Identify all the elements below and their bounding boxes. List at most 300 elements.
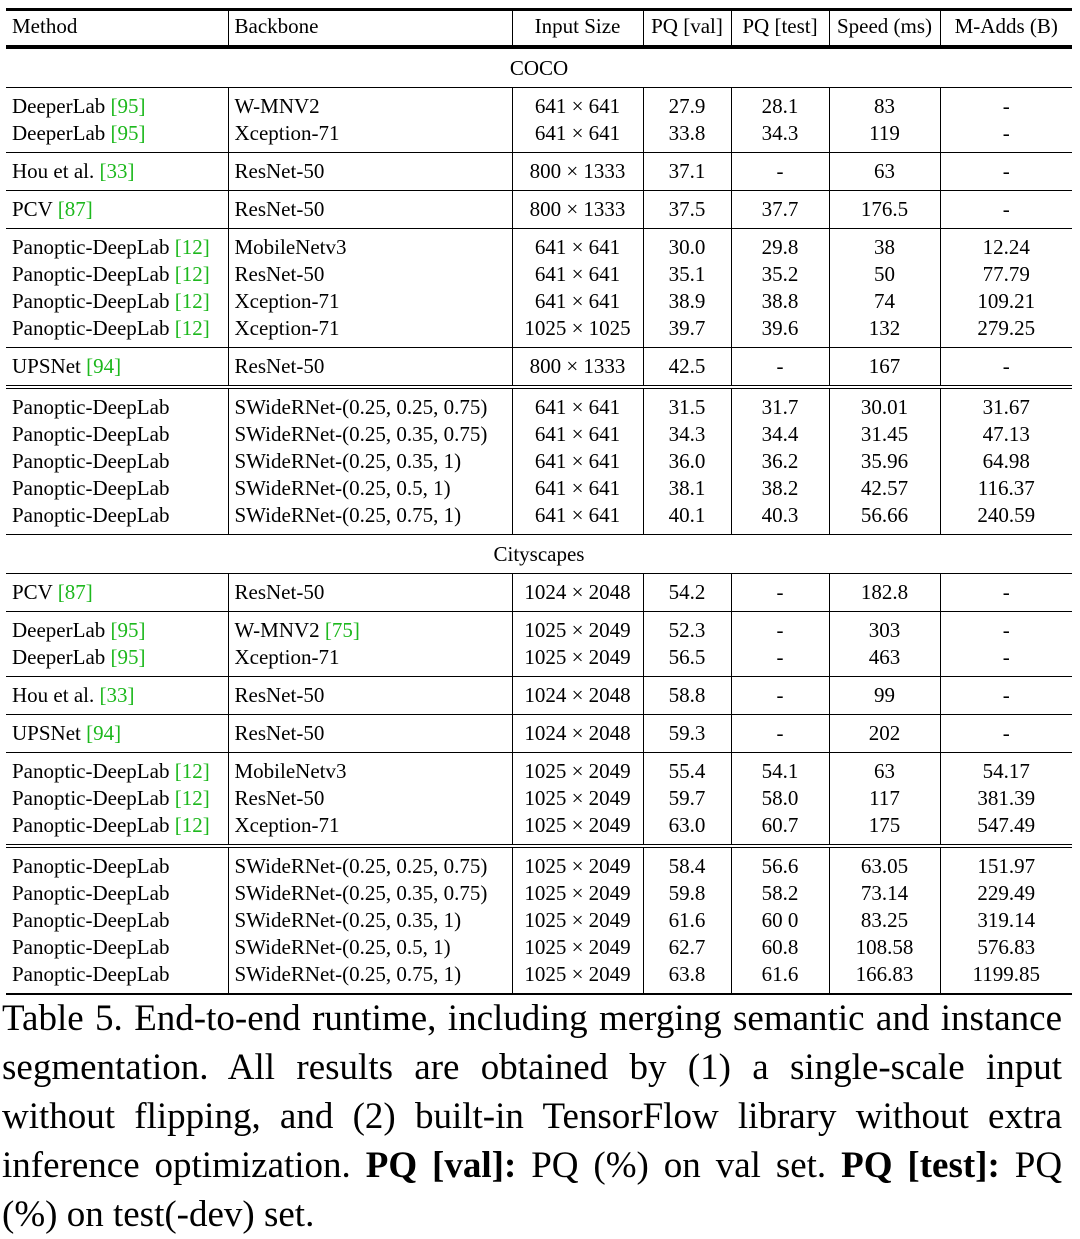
backbone-name: W-MNV2 — [234, 618, 320, 642]
header-pq-val: PQ [val] — [643, 8, 731, 47]
input-size-cell: 800 × 1333 — [512, 153, 643, 191]
madds-cell: - — [940, 677, 1072, 715]
pq-val-cell: 33.8 — [643, 120, 731, 153]
table-row — [6, 387, 1072, 421]
method-name: Panoptic-DeepLab — [12, 289, 170, 313]
citation-link[interactable]: [12] — [174, 262, 210, 286]
madds-cell: - — [940, 612, 1072, 645]
backbone-name: SWideRNet-(0.25, 0.35, 1) — [234, 449, 462, 473]
backbone-name: SWideRNet-(0.25, 0.25, 0.75) — [234, 395, 488, 419]
backbone-cell — [228, 348, 512, 388]
table-row — [6, 574, 1072, 612]
method-cell — [6, 907, 228, 934]
pq-val-cell: 39.7 — [643, 315, 731, 348]
method-name: Panoptic-DeepLab — [12, 881, 170, 905]
citation-link[interactable]: [87] — [57, 580, 93, 604]
pq-test-cell: 36.2 — [731, 448, 829, 475]
method-cell — [6, 715, 228, 753]
citation-link[interactable]: [33] — [99, 159, 135, 183]
method-name: Panoptic-DeepLab — [12, 422, 170, 446]
caption-pq-val-desc: PQ (%) on val set. — [531, 1145, 827, 1186]
backbone-cell — [228, 315, 512, 348]
table-row — [6, 88, 1072, 121]
method-cell — [6, 387, 228, 421]
method-cell — [6, 644, 228, 677]
input-size-cell: 1025 × 2049 — [512, 785, 643, 812]
table-body — [6, 47, 1072, 994]
pq-test-cell: 39.6 — [731, 315, 829, 348]
method-name: Panoptic-DeepLab — [12, 316, 170, 340]
speed-cell: 63.05 — [829, 846, 940, 880]
pq-val-cell: 38.9 — [643, 288, 731, 315]
backbone-name: ResNet-50 — [234, 786, 325, 810]
citation-link[interactable]: [12] — [174, 786, 210, 810]
backbone-cell — [228, 153, 512, 191]
input-size-cell: 1025 × 2049 — [512, 880, 643, 907]
backbone-name: ResNet-50 — [234, 580, 325, 604]
pq-val-cell: 52.3 — [643, 612, 731, 645]
method-cell — [6, 785, 228, 812]
backbone-name: SWideRNet-(0.25, 0.5, 1) — [234, 935, 451, 959]
method-name: DeeperLab — [12, 121, 106, 145]
method-cell — [6, 421, 228, 448]
pq-val-cell: 37.1 — [643, 153, 731, 191]
table-row — [6, 191, 1072, 229]
input-size-cell: 1025 × 2049 — [512, 753, 643, 786]
pq-test-cell: - — [731, 348, 829, 388]
speed-cell: 63 — [829, 153, 940, 191]
table-row — [6, 880, 1072, 907]
table-row — [6, 288, 1072, 315]
backbone-cell — [228, 812, 512, 846]
speed-cell: 166.83 — [829, 961, 940, 994]
backbone-name: Xception-71 — [234, 289, 340, 313]
table-row — [6, 229, 1072, 262]
method-cell — [6, 961, 228, 994]
table-row — [6, 421, 1072, 448]
madds-cell: - — [940, 644, 1072, 677]
speed-cell: 38 — [829, 229, 940, 262]
backbone-cell — [228, 421, 512, 448]
speed-cell: 83 — [829, 88, 940, 121]
pq-val-cell: 35.1 — [643, 261, 731, 288]
table-row — [6, 348, 1072, 388]
pq-test-cell: - — [731, 677, 829, 715]
pq-test-cell: 56.6 — [731, 846, 829, 880]
input-size-cell: 641 × 641 — [512, 229, 643, 262]
method-cell — [6, 475, 228, 502]
speed-cell: 119 — [829, 120, 940, 153]
method-cell — [6, 88, 228, 121]
input-size-cell: 1025 × 2049 — [512, 846, 643, 880]
table-row — [6, 153, 1072, 191]
backbone-cell — [228, 448, 512, 475]
citation-link[interactable]: [12] — [174, 289, 210, 313]
method-name: Panoptic-DeepLab — [12, 854, 170, 878]
madds-cell: - — [940, 191, 1072, 229]
header-speed: Speed (ms) — [829, 8, 940, 47]
input-size-cell: 641 × 641 — [512, 502, 643, 535]
backbone-name: MobileNetv3 — [234, 759, 347, 783]
header-pq-test: PQ [test] — [731, 8, 829, 47]
pq-test-cell: 58.0 — [731, 785, 829, 812]
method-name: Panoptic-DeepLab — [12, 759, 170, 783]
section-row — [6, 535, 1072, 574]
method-cell — [6, 288, 228, 315]
backbone-name: ResNet-50 — [234, 721, 325, 745]
input-size-cell: 641 × 641 — [512, 448, 643, 475]
pq-val-cell: 38.1 — [643, 475, 731, 502]
table-row — [6, 812, 1072, 846]
backbone-cell — [228, 475, 512, 502]
pq-val-cell: 63.8 — [643, 961, 731, 994]
table-row — [6, 261, 1072, 288]
method-name: DeeperLab — [12, 94, 106, 118]
pq-val-cell: 34.3 — [643, 421, 731, 448]
method-name: Panoptic-DeepLab — [12, 503, 170, 527]
backbone-name: MobileNetv3 — [234, 235, 347, 259]
pq-val-cell: 36.0 — [643, 448, 731, 475]
method-cell — [6, 677, 228, 715]
madds-cell: 319.14 — [940, 907, 1072, 934]
pq-val-cell: 59.3 — [643, 715, 731, 753]
speed-cell: 99 — [829, 677, 940, 715]
pq-test-cell: - — [731, 612, 829, 645]
header-input-size: Input Size — [512, 8, 643, 47]
backbone-cell — [228, 229, 512, 262]
table-row — [6, 907, 1072, 934]
speed-cell: 176.5 — [829, 191, 940, 229]
method-cell — [6, 191, 228, 229]
input-size-cell: 641 × 641 — [512, 88, 643, 121]
pq-test-cell: 38.2 — [731, 475, 829, 502]
pq-test-cell: 34.3 — [731, 120, 829, 153]
input-size-cell: 1024 × 2048 — [512, 574, 643, 612]
speed-cell: 56.66 — [829, 502, 940, 535]
pq-val-cell: 58.8 — [643, 677, 731, 715]
backbone-cell — [228, 907, 512, 934]
input-size-cell: 641 × 641 — [512, 261, 643, 288]
pq-test-cell: 29.8 — [731, 229, 829, 262]
madds-cell: 381.39 — [940, 785, 1072, 812]
madds-cell: 116.37 — [940, 475, 1072, 502]
pq-test-cell: 58.2 — [731, 880, 829, 907]
input-size-cell: 1025 × 2049 — [512, 612, 643, 645]
method-name: UPSNet — [12, 354, 81, 378]
backbone-cell — [228, 387, 512, 421]
header-backbone: Backbone — [228, 8, 512, 47]
table-row — [6, 502, 1072, 535]
table-row — [6, 934, 1072, 961]
madds-cell: - — [940, 715, 1072, 753]
backbone-name: SWideRNet-(0.25, 0.35, 0.75) — [234, 422, 488, 446]
pq-test-cell: 38.8 — [731, 288, 829, 315]
backbone-cell — [228, 753, 512, 786]
pq-test-cell: 35.2 — [731, 261, 829, 288]
backbone-cell — [228, 288, 512, 315]
backbone-name: Xception-71 — [234, 316, 340, 340]
pq-test-cell: 60.8 — [731, 934, 829, 961]
madds-cell: 64.98 — [940, 448, 1072, 475]
backbone-name: ResNet-50 — [234, 159, 325, 183]
backbone-name: SWideRNet-(0.25, 0.35, 1) — [234, 908, 462, 932]
table-row — [6, 475, 1072, 502]
input-size-cell: 800 × 1333 — [512, 348, 643, 388]
input-size-cell: 641 × 641 — [512, 387, 643, 421]
pq-test-cell: 28.1 — [731, 88, 829, 121]
method-name: Panoptic-DeepLab — [12, 786, 170, 810]
speed-cell: 117 — [829, 785, 940, 812]
pq-test-cell: 34.4 — [731, 421, 829, 448]
header-row — [6, 8, 1072, 47]
citation-link[interactable]: [12] — [174, 316, 210, 340]
speed-cell: 202 — [829, 715, 940, 753]
backbone-cell — [228, 191, 512, 229]
pq-val-cell: 42.5 — [643, 348, 731, 388]
citation-link[interactable]: [95] — [110, 121, 146, 145]
pq-val-cell: 30.0 — [643, 229, 731, 262]
pq-test-cell: 31.7 — [731, 387, 829, 421]
caption-text: Table 5. End-to-end runtime, including merging semantic and instance segmentation. All results are obtained by (1) a single-scale input without flipping, and (2) built-in TensorFlow library without extra inference optimization. — [2, 998, 1062, 1186]
pq-val-cell: 61.6 — [643, 907, 731, 934]
backbone-name: Xception-71 — [234, 813, 340, 837]
madds-cell: 109.21 — [940, 288, 1072, 315]
caption-pq-test-label: PQ [test]: — [841, 1145, 1000, 1186]
backbone-name: SWideRNet-(0.25, 0.75, 1) — [234, 962, 462, 986]
method-cell — [6, 153, 228, 191]
backbone-cell — [228, 934, 512, 961]
pq-val-cell: 27.9 — [643, 88, 731, 121]
madds-cell: 1199.85 — [940, 961, 1072, 994]
method-name: Panoptic-DeepLab — [12, 962, 170, 986]
input-size-cell: 1024 × 2048 — [512, 715, 643, 753]
table-row — [6, 448, 1072, 475]
input-size-cell: 1024 × 2048 — [512, 677, 643, 715]
table-row — [6, 846, 1072, 880]
pq-val-cell: 63.0 — [643, 812, 731, 846]
speed-cell: 463 — [829, 644, 940, 677]
table-row — [6, 612, 1072, 645]
speed-cell: 42.57 — [829, 475, 940, 502]
section-title: Cityscapes — [6, 535, 1072, 574]
table-row — [6, 120, 1072, 153]
citation-link[interactable]: [12] — [174, 813, 210, 837]
speed-cell: 74 — [829, 288, 940, 315]
pq-val-cell: 56.5 — [643, 644, 731, 677]
method-cell — [6, 448, 228, 475]
method-cell — [6, 812, 228, 846]
table-row — [6, 961, 1072, 994]
method-name: DeeperLab — [12, 618, 106, 642]
method-cell — [6, 574, 228, 612]
pq-test-cell: - — [731, 644, 829, 677]
section-row — [6, 47, 1072, 88]
pq-val-cell: 58.4 — [643, 846, 731, 880]
speed-cell: 182.8 — [829, 574, 940, 612]
pq-test-cell: 60.7 — [731, 812, 829, 846]
pq-test-cell: - — [731, 715, 829, 753]
citation-link[interactable]: [12] — [174, 235, 210, 259]
speed-cell: 31.45 — [829, 421, 940, 448]
input-size-cell: 1025 × 2049 — [512, 961, 643, 994]
table-row — [6, 644, 1072, 677]
table-row — [6, 677, 1072, 715]
method-name: Panoptic-DeepLab — [12, 449, 170, 473]
pq-val-cell: 62.7 — [643, 934, 731, 961]
citation-link[interactable]: [75] — [324, 618, 360, 642]
section-title: COCO — [6, 47, 1072, 88]
input-size-cell: 1025 × 2049 — [512, 812, 643, 846]
method-cell — [6, 229, 228, 262]
backbone-cell — [228, 261, 512, 288]
backbone-name: Xception-71 — [234, 121, 340, 145]
citation-link[interactable]: [12] — [174, 759, 210, 783]
method-cell — [6, 502, 228, 535]
method-name: Panoptic-DeepLab — [12, 262, 170, 286]
backbone-cell — [228, 715, 512, 753]
caption-pq-test-desc: PQ (%) on test(-dev) set. — [2, 1145, 1063, 1235]
backbone-name: W-MNV2 — [234, 94, 320, 118]
input-size-cell: 641 × 641 — [512, 120, 643, 153]
table-row — [6, 715, 1072, 753]
results-table-container — [6, 8, 1072, 995]
madds-cell: - — [940, 153, 1072, 191]
speed-cell: 167 — [829, 348, 940, 388]
input-size-cell: 1025 × 1025 — [512, 315, 643, 348]
backbone-cell — [228, 644, 512, 677]
madds-cell: 240.59 — [940, 502, 1072, 535]
input-size-cell: 1025 × 2049 — [512, 934, 643, 961]
pq-test-cell: 37.7 — [731, 191, 829, 229]
pq-val-cell: 40.1 — [643, 502, 731, 535]
method-cell — [6, 348, 228, 388]
runtime-results-table — [6, 8, 1072, 995]
pq-val-cell: 55.4 — [643, 753, 731, 786]
method-cell — [6, 846, 228, 880]
backbone-cell — [228, 961, 512, 994]
header-madds: M-Adds (B) — [940, 8, 1072, 47]
method-name: Panoptic-DeepLab — [12, 395, 170, 419]
method-name: PCV — [12, 197, 53, 221]
method-cell — [6, 880, 228, 907]
speed-cell: 35.96 — [829, 448, 940, 475]
input-size-cell: 800 × 1333 — [512, 191, 643, 229]
backbone-name: SWideRNet-(0.25, 0.25, 0.75) — [234, 854, 488, 878]
madds-cell: 279.25 — [940, 315, 1072, 348]
speed-cell: 63 — [829, 753, 940, 786]
input-size-cell: 641 × 641 — [512, 288, 643, 315]
method-name: DeeperLab — [12, 645, 106, 669]
backbone-name: ResNet-50 — [234, 197, 325, 221]
speed-cell: 30.01 — [829, 387, 940, 421]
speed-cell: 73.14 — [829, 880, 940, 907]
speed-cell: 83.25 — [829, 907, 940, 934]
madds-cell: 77.79 — [940, 261, 1072, 288]
pq-test-cell: 54.1 — [731, 753, 829, 786]
madds-cell: - — [940, 348, 1072, 388]
table-row — [6, 753, 1072, 786]
backbone-cell — [228, 574, 512, 612]
backbone-name: ResNet-50 — [234, 683, 325, 707]
backbone-cell — [228, 677, 512, 715]
pq-val-cell: 31.5 — [643, 387, 731, 421]
method-name: Hou et al. — [12, 159, 95, 183]
backbone-name: SWideRNet-(0.25, 0.5, 1) — [234, 476, 451, 500]
backbone-cell — [228, 880, 512, 907]
madds-cell: - — [940, 574, 1072, 612]
pq-test-cell: - — [731, 153, 829, 191]
backbone-cell — [228, 502, 512, 535]
method-name: Panoptic-DeepLab — [12, 813, 170, 837]
method-name: Panoptic-DeepLab — [12, 908, 170, 932]
pq-test-cell: 40.3 — [731, 502, 829, 535]
citation-link[interactable]: [87] — [57, 197, 93, 221]
citation-link[interactable]: [95] — [110, 645, 146, 669]
speed-cell: 50 — [829, 261, 940, 288]
table-row — [6, 785, 1072, 812]
citation-link[interactable]: [94] — [86, 354, 122, 378]
madds-cell: 229.49 — [940, 880, 1072, 907]
speed-cell: 303 — [829, 612, 940, 645]
pq-val-cell: 59.8 — [643, 880, 731, 907]
citation-link[interactable]: [95] — [110, 618, 146, 642]
madds-cell: 31.67 — [940, 387, 1072, 421]
madds-cell: 547.49 — [940, 812, 1072, 846]
method-name: PCV — [12, 580, 53, 604]
caption-pq-val-label: PQ [val]: — [365, 1145, 517, 1186]
backbone-name: SWideRNet-(0.25, 0.75, 1) — [234, 503, 462, 527]
speed-cell: 132 — [829, 315, 940, 348]
pq-val-cell: 59.7 — [643, 785, 731, 812]
input-size-cell: 641 × 641 — [512, 421, 643, 448]
madds-cell: 47.13 — [940, 421, 1072, 448]
speed-cell: 108.58 — [829, 934, 940, 961]
pq-test-cell: 61.6 — [731, 961, 829, 994]
backbone-name: ResNet-50 — [234, 262, 325, 286]
method-name: Hou et al. — [12, 683, 95, 707]
madds-cell: 12.24 — [940, 229, 1072, 262]
backbone-name: Xception-71 — [234, 645, 340, 669]
method-cell — [6, 753, 228, 786]
backbone-cell — [228, 785, 512, 812]
method-name: Panoptic-DeepLab — [12, 235, 170, 259]
input-size-cell: 1025 × 2049 — [512, 907, 643, 934]
citation-link[interactable]: [94] — [86, 721, 122, 745]
method-cell — [6, 612, 228, 645]
backbone-cell — [228, 612, 512, 645]
pq-test-cell: - — [731, 574, 829, 612]
pq-test-cell: 60 0 — [731, 907, 829, 934]
header-method: Method — [6, 8, 228, 47]
table-caption — [2, 994, 1062, 1239]
backbone-name: SWideRNet-(0.25, 0.35, 0.75) — [234, 881, 488, 905]
method-cell — [6, 315, 228, 348]
madds-cell: - — [940, 120, 1072, 153]
madds-cell: 576.83 — [940, 934, 1072, 961]
input-size-cell: 1025 × 2049 — [512, 644, 643, 677]
method-cell — [6, 120, 228, 153]
backbone-cell — [228, 120, 512, 153]
method-name: Panoptic-DeepLab — [12, 476, 170, 500]
madds-cell: - — [940, 88, 1072, 121]
method-cell — [6, 261, 228, 288]
backbone-cell — [228, 846, 512, 880]
citation-link[interactable]: [95] — [110, 94, 146, 118]
citation-link[interactable]: [33] — [99, 683, 135, 707]
method-name: UPSNet — [12, 721, 81, 745]
pq-val-cell: 37.5 — [643, 191, 731, 229]
speed-cell: 175 — [829, 812, 940, 846]
